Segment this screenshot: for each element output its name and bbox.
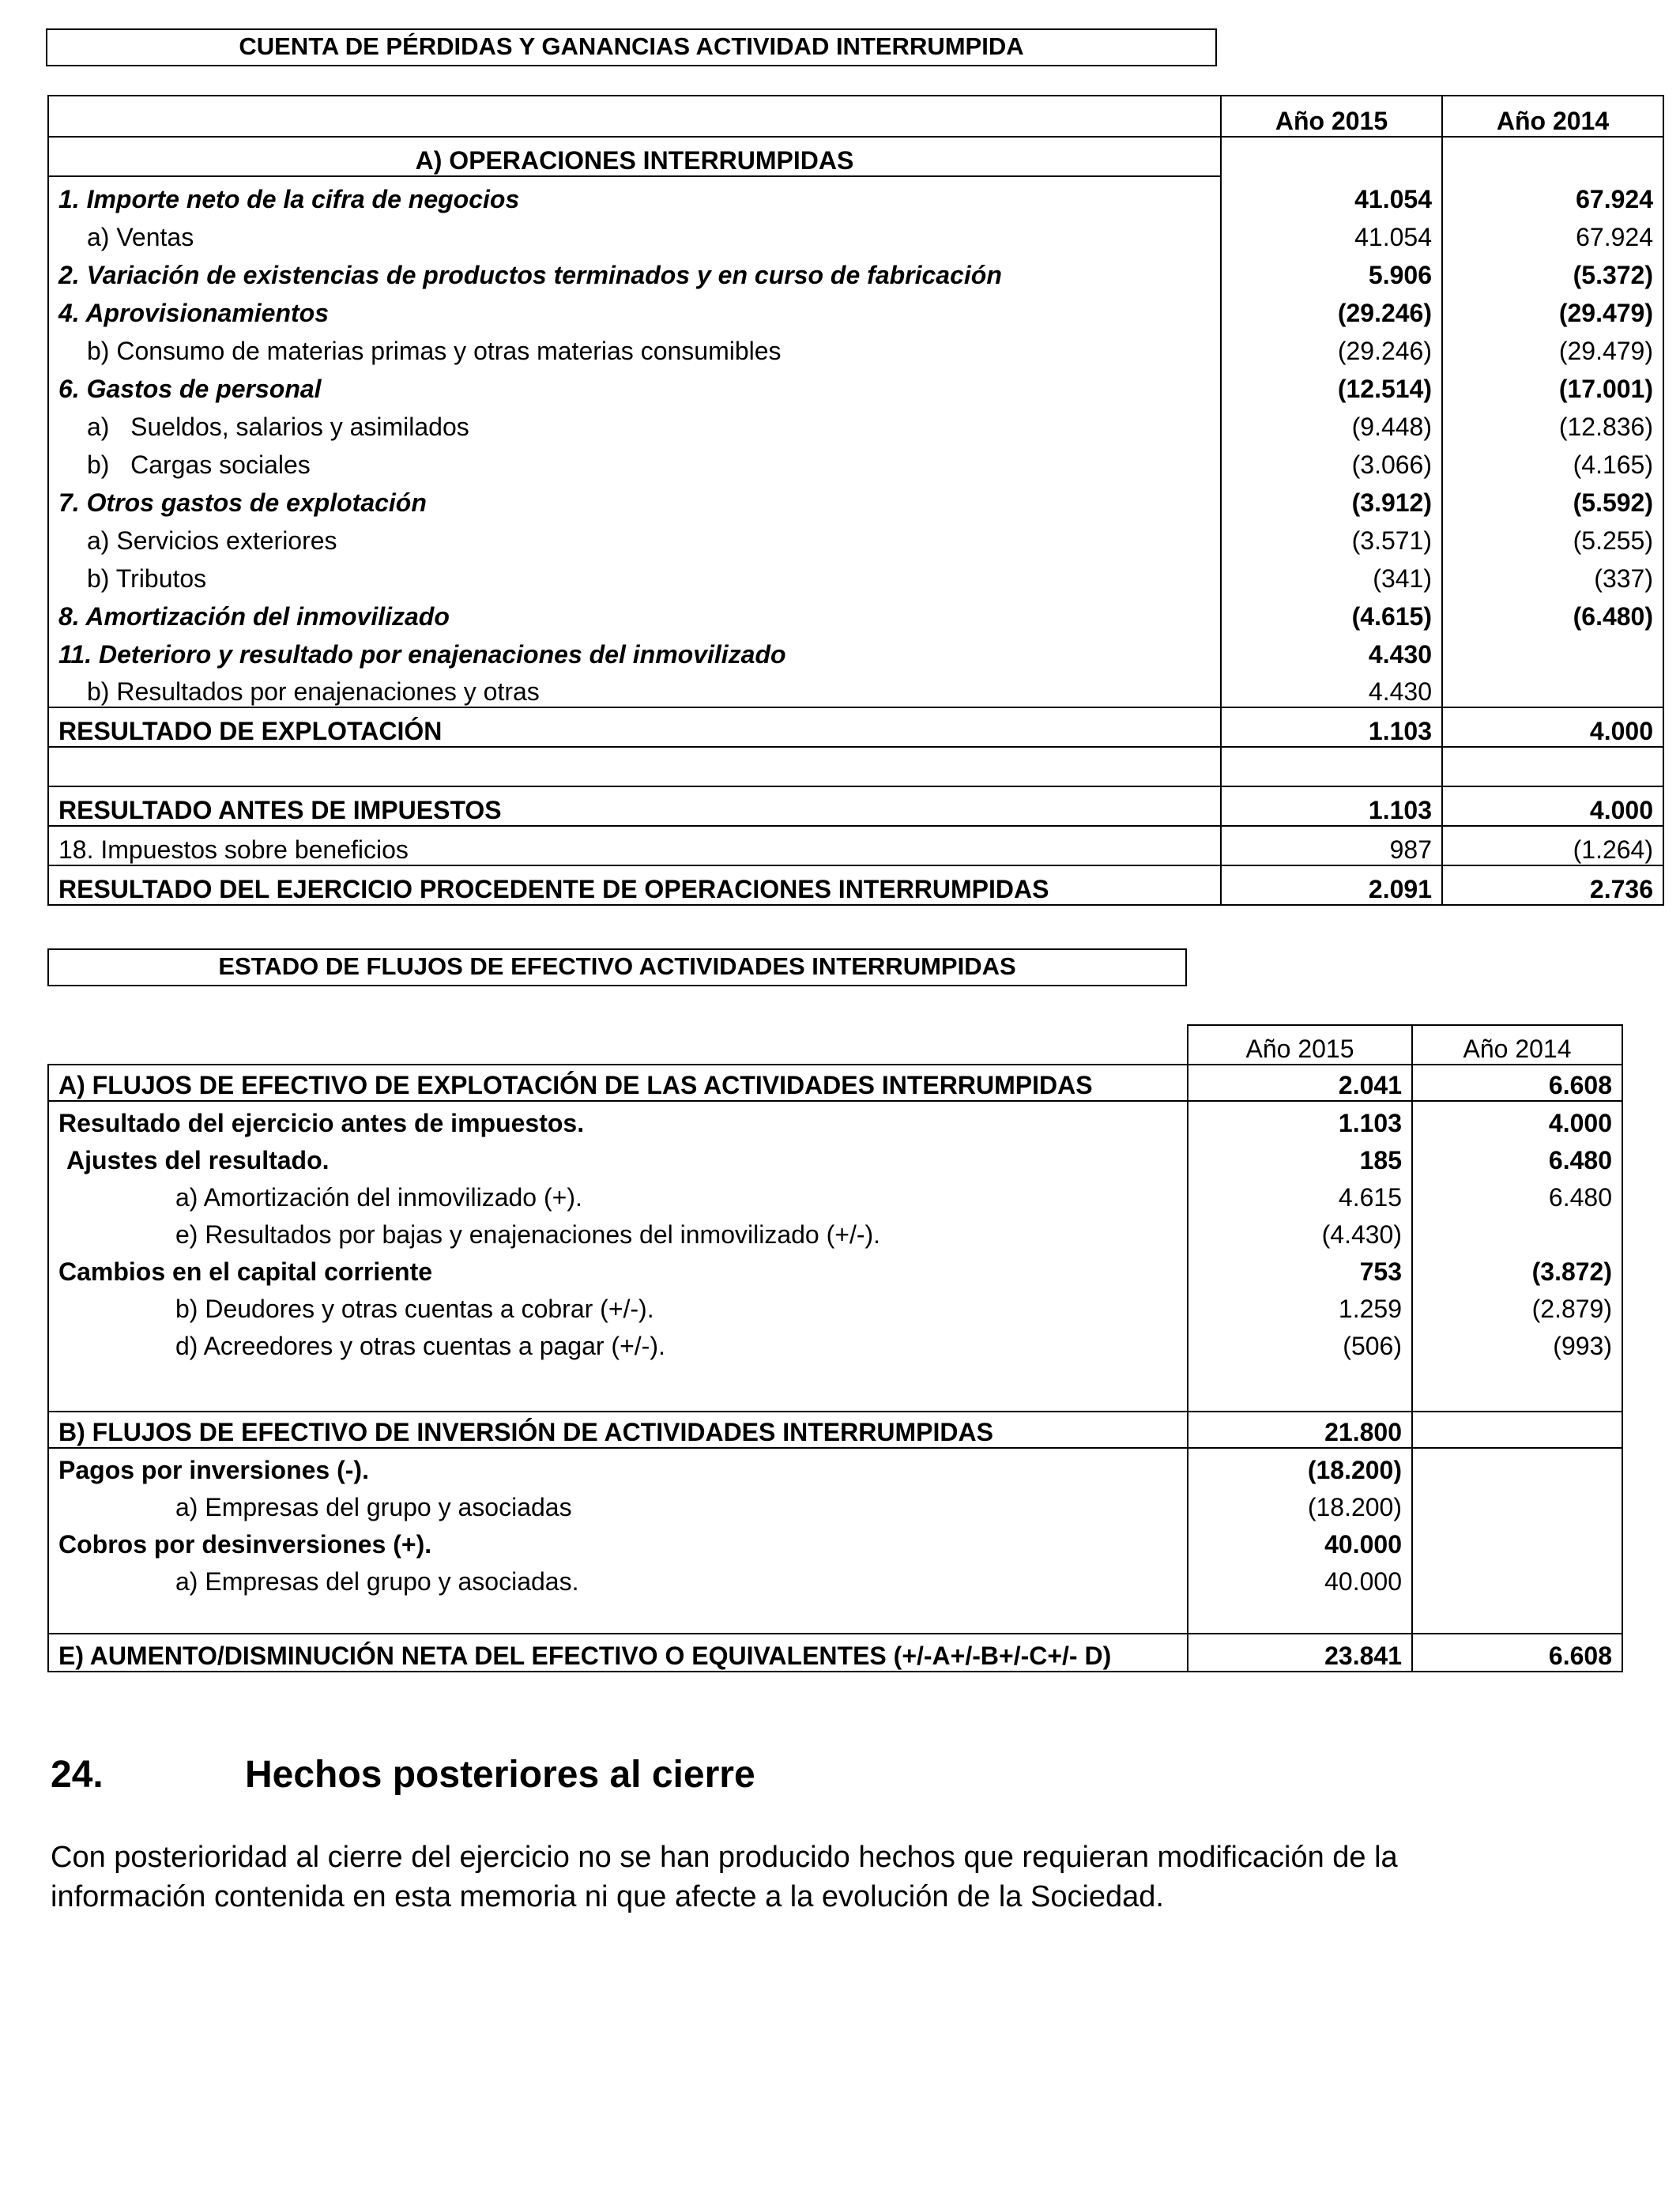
- value-2014: 6.608: [1412, 1634, 1622, 1672]
- value-2014: (2.879): [1412, 1287, 1622, 1324]
- value-2015: 5.906: [1221, 252, 1442, 290]
- pyg-section-row: [48, 137, 1663, 176]
- row-label: b) Tributos: [48, 556, 1221, 594]
- empty-cell: [1188, 1596, 1412, 1634]
- value-2015: (3.912): [1221, 480, 1442, 518]
- empty-cell: [48, 1596, 1188, 1634]
- row-label: 6. Gastos de personal: [48, 366, 1221, 404]
- resultado-ejercicio-row: [48, 865, 1663, 905]
- row-label: a) Empresas del grupo y asociadas.: [48, 1559, 1188, 1596]
- value-2014: (4.165): [1442, 442, 1663, 480]
- table-row: [48, 1250, 1622, 1287]
- row-label: a) Ventas: [48, 214, 1221, 252]
- value-2014: 2.736: [1442, 865, 1663, 905]
- pyg-col-2015: Año 2015: [1221, 96, 1442, 137]
- row-label: a) Servicios exteriores: [48, 518, 1221, 556]
- value-2014: (5.592): [1442, 480, 1663, 518]
- table-row: [48, 290, 1663, 328]
- table-row: [48, 214, 1663, 252]
- flujos-e-row: [48, 1634, 1622, 1672]
- row-label: 2. Variación de existencias de productos terminados y en curso de fabricación: [48, 252, 1221, 290]
- empty-cell: [1442, 747, 1663, 786]
- value-2015: (4.430): [1188, 1212, 1412, 1250]
- value-2014: (337): [1442, 556, 1663, 594]
- value-2014: 6.608: [1412, 1065, 1622, 1101]
- value-2014: [1412, 1522, 1622, 1559]
- resultado-explotacion-row: [48, 707, 1663, 747]
- row-label: RESULTADO ANTES DE IMPUESTOS: [48, 786, 1221, 826]
- value-2014: 4.000: [1412, 1101, 1622, 1138]
- value-2015: (29.246): [1221, 290, 1442, 328]
- row-label: B) FLUJOS DE EFECTIVO DE INVERSIÓN DE ACTIVIDADES INTERRUMPIDAS: [48, 1412, 1188, 1448]
- value-2015: (29.246): [1221, 328, 1442, 366]
- table-row: [48, 556, 1663, 594]
- table-row: [48, 480, 1663, 518]
- empty-cell: [1221, 137, 1442, 176]
- value-2015: (9.448): [1221, 404, 1442, 442]
- value-2015: 4.430: [1221, 631, 1442, 669]
- value-2014: [1412, 1212, 1622, 1250]
- table-row: [48, 518, 1663, 556]
- row-label: 7. Otros gastos de explotación: [48, 480, 1221, 518]
- pyg-section-label: A) OPERACIONES INTERRUMPIDAS: [48, 137, 1221, 176]
- row-label: A) FLUJOS DE EFECTIVO DE EXPLOTACIÓN DE LAS ACTIVIDADES INTERRUMPIDAS: [48, 1065, 1188, 1101]
- value-2015: (4.615): [1221, 594, 1442, 631]
- value-2014: [1412, 1559, 1622, 1596]
- value-2014: [1442, 631, 1663, 669]
- pyg-table: [47, 95, 1664, 906]
- table-row: [48, 366, 1663, 404]
- value-2014: (29.479): [1442, 328, 1663, 366]
- row-label: Cambios en el capital corriente: [48, 1250, 1188, 1287]
- table-row: [48, 1485, 1622, 1522]
- value-2014: (5.255): [1442, 518, 1663, 556]
- row-label: a) Empresas del grupo y asociadas: [48, 1485, 1188, 1522]
- value-2015: (506): [1188, 1324, 1412, 1361]
- row-label: a) Sueldos, salarios y asimilados: [48, 404, 1221, 442]
- value-2015: 1.259: [1188, 1287, 1412, 1324]
- table-row: [48, 1212, 1622, 1250]
- value-2014: (12.836): [1442, 404, 1663, 442]
- row-label: d) Acreedores y otras cuentas a pagar (+/-).: [48, 1324, 1188, 1361]
- table-row: [48, 328, 1663, 366]
- flujos-b-header: [48, 1412, 1622, 1448]
- table-row: [48, 1448, 1622, 1485]
- value-2015: 1.103: [1221, 707, 1442, 747]
- value-2015: 4.430: [1221, 669, 1442, 707]
- row-label: 11. Deterioro y resultado por enajenaciones del inmovilizado: [48, 631, 1221, 669]
- row-label: Resultado del ejercicio antes de impuestos.: [48, 1101, 1188, 1138]
- empty-cell: [1412, 1361, 1622, 1412]
- value-2015: 21.800: [1188, 1412, 1412, 1448]
- pyg-title: CUENTA DE PÉRDIDAS Y GANANCIAS ACTIVIDAD INTERRUMPIDA: [46, 28, 1217, 66]
- value-2015: 41.054: [1221, 176, 1442, 214]
- value-2015: 4.615: [1188, 1175, 1412, 1212]
- spacer-row: [48, 1361, 1622, 1412]
- spacer-row: [48, 747, 1663, 786]
- row-label: 18. Impuestos sobre beneficios: [48, 826, 1221, 865]
- table-row: [48, 669, 1663, 707]
- value-2015: 1.103: [1221, 786, 1442, 826]
- pyg-header-blank: [48, 96, 1221, 137]
- value-2015: (12.514): [1221, 366, 1442, 404]
- value-2014: (5.372): [1442, 252, 1663, 290]
- pyg-col-2014: Año 2014: [1442, 96, 1663, 137]
- flujos-col-2015: Año 2015: [1188, 1025, 1412, 1065]
- value-2015: 40.000: [1188, 1559, 1412, 1596]
- flujos-table: [47, 1024, 1623, 1672]
- row-label: a) Amortización del inmovilizado (+).: [48, 1175, 1188, 1212]
- value-2014: 67.924: [1442, 176, 1663, 214]
- value-2015: 2.041: [1188, 1065, 1412, 1101]
- empty-cell: [1188, 1361, 1412, 1412]
- value-2015: 41.054: [1221, 214, 1442, 252]
- table-row: [48, 442, 1663, 480]
- empty-cell: [1442, 137, 1663, 176]
- table-row: [48, 594, 1663, 631]
- value-2014: (6.480): [1442, 594, 1663, 631]
- flujos-col-2014: Año 2014: [1412, 1025, 1622, 1065]
- table-row: [48, 1101, 1622, 1138]
- row-label: b) Cargas sociales: [48, 442, 1221, 480]
- impuestos-row: [48, 826, 1663, 865]
- row-label: RESULTADO DEL EJERCICIO PROCEDENTE DE OPERACIONES INTERRUMPIDAS: [48, 865, 1221, 905]
- value-2014: [1412, 1412, 1622, 1448]
- table-row: [48, 1138, 1622, 1175]
- value-2015: (341): [1221, 556, 1442, 594]
- section-paragraph: Con posterioridad al cierre del ejercicio no se han producido hechos que requieran modificación de la información contenida en esta memoria ni que afecte a la evolución de la Sociedad.: [51, 1841, 1398, 1913]
- empty-cell: [48, 747, 1221, 786]
- row-label: Pagos por inversiones (-).: [48, 1448, 1188, 1485]
- value-2014: 6.480: [1412, 1175, 1622, 1212]
- value-2014: 67.924: [1442, 214, 1663, 252]
- value-2015: 23.841: [1188, 1634, 1412, 1672]
- row-label: 4. Aprovisionamientos: [48, 290, 1221, 328]
- table-row: [48, 176, 1663, 214]
- empty-cell: [1412, 1596, 1622, 1634]
- value-2015: 753: [1188, 1250, 1412, 1287]
- table-row: [48, 404, 1663, 442]
- empty-cell: [48, 1361, 1188, 1412]
- section-title: Hechos posteriores al cierre: [245, 1754, 755, 1796]
- row-label: b) Resultados por enajenaciones y otras: [48, 669, 1221, 707]
- table-row: [48, 1522, 1622, 1559]
- value-2014: 4.000: [1442, 707, 1663, 747]
- row-label: b) Consumo de materias primas y otras materias consumibles: [48, 328, 1221, 366]
- table-row: [48, 1559, 1622, 1596]
- value-2015: 987: [1221, 826, 1442, 865]
- value-2015: 40.000: [1188, 1522, 1412, 1559]
- flujos-a-header: [48, 1065, 1622, 1101]
- table-row: [48, 252, 1663, 290]
- value-2014: (3.872): [1412, 1250, 1622, 1287]
- row-label: 8. Amortización del inmovilizado: [48, 594, 1221, 631]
- row-label: RESULTADO DE EXPLOTACIÓN: [48, 707, 1221, 747]
- row-label: 1. Importe neto de la cifra de negocios: [48, 176, 1221, 214]
- flujos-title: ESTADO DE FLUJOS DE EFECTIVO ACTIVIDADES INTERRUMPIDAS: [47, 948, 1187, 986]
- row-label: Cobros por desinversiones (+).: [48, 1522, 1188, 1559]
- value-2014: [1442, 669, 1663, 707]
- value-2015: 2.091: [1221, 865, 1442, 905]
- table-row: [48, 631, 1663, 669]
- row-label: E) AUMENTO/DISMINUCIÓN NETA DEL EFECTIVO O EQUIVALENTES (+/-A+/-B+/-C+/- D): [48, 1634, 1188, 1672]
- table-row: [48, 1175, 1622, 1212]
- spacer-row: [48, 1596, 1622, 1634]
- section-number: 24.: [51, 1754, 104, 1796]
- value-2014: 6.480: [1412, 1138, 1622, 1175]
- resultado-antes-row: [48, 786, 1663, 826]
- value-2014: (1.264): [1442, 826, 1663, 865]
- row-label: e) Resultados por bajas y enajenaciones del inmovilizado (+/-).: [48, 1212, 1188, 1250]
- row-label: b) Deudores y otras cuentas a cobrar (+/-).: [48, 1287, 1188, 1324]
- value-2015: (3.571): [1221, 518, 1442, 556]
- empty-cell: [48, 1025, 1188, 1065]
- value-2014: 4.000: [1442, 786, 1663, 826]
- value-2014: (993): [1412, 1324, 1622, 1361]
- value-2014: [1412, 1485, 1622, 1522]
- value-2015: (3.066): [1221, 442, 1442, 480]
- value-2015: 185: [1188, 1138, 1412, 1175]
- value-2015: (18.200): [1188, 1485, 1412, 1522]
- row-label: Ajustes del resultado.: [48, 1138, 1188, 1175]
- value-2015: (18.200): [1188, 1448, 1412, 1485]
- flujos-header-row: [48, 1025, 1622, 1065]
- table-row: [48, 1287, 1622, 1324]
- value-2014: (29.479): [1442, 290, 1663, 328]
- table-row: [48, 1324, 1622, 1361]
- value-2015: 1.103: [1188, 1101, 1412, 1138]
- value-2014: [1412, 1448, 1622, 1485]
- value-2014: (17.001): [1442, 366, 1663, 404]
- pyg-header-row: [48, 96, 1663, 137]
- empty-cell: [1221, 747, 1442, 786]
